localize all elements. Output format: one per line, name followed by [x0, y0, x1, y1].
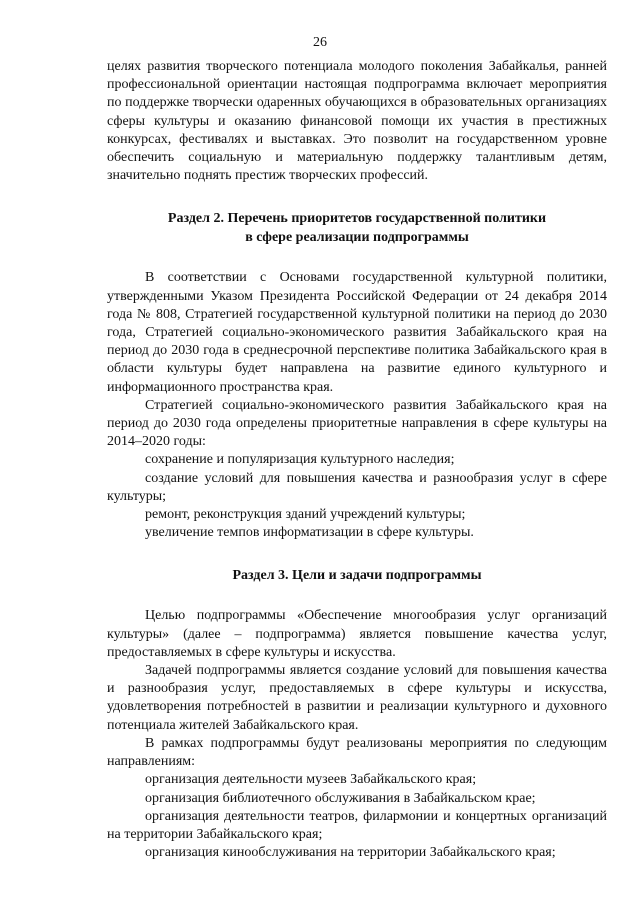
section-3-heading: Раздел 3. Цели и задачи подпрограммы [232, 568, 482, 584]
section-2-list-item: сохранение и популяризация культурного наследия; [145, 452, 455, 468]
document-body [107, 58, 607, 862]
section-2-paragraph: Стратегией социально-экономического развития Забайкальского края на период до 2030 года определены приоритетные направления в сфере культуры на 2014–2020 годы: [107, 397, 607, 450]
section-2-heading-line-1: Раздел 2. Перечень приоритетов государственной политики [167, 211, 547, 227]
section-3-paragraph: В рамках подпрограммы будут реализованы мероприятия по следующим направлениям: [107, 735, 607, 770]
section-2-heading [107, 209, 607, 247]
section-3-paragraph: Задачей подпрограммы является создание условий для повышения качества и разнообразия услуг, предоставляемых в сфере культуры и искусства, удовлетворения потребностей в развитии и реализации культурного и духовного потенциала жителей Забайкальского края. [107, 663, 607, 733]
section-3-list-item: организация библиотечного обслуживания в Забайкальском крае; [145, 790, 536, 806]
page-number: 26 [313, 35, 327, 50]
intro-paragraph: целях развития творческого потенциала молодого поколения Забайкалья, ранней профессиональной ориентации настоящая подпрограмма включает мероприятия по поддержке творчески одаренных обучающихся в образовательных организациях сферы культуры и оказанию финансовой помощи их участия в престижных конкурсах, фестивалях и выставках. Это позволит на государственном уровне обеспечить социальную и материальную поддержку талантливым детям, значительно поднять престиж творческих профессий. [107, 59, 607, 184]
section-2-paragraph: В соответствии с Основами государственной культурной политики, утвержденными Указом Президента Российской Федерации от 24 декабря 2014 года № 808, Стратегией государственной культурной политики на период до 2030 года, Стратегией социально-экономического развития Забайкальского края на период до 2030 года в среднесрочной перспективе политика Забайкальского края в области культуры будет направлена на развитие единого культурного и информационного пространства края. [107, 270, 607, 395]
section-2-heading-line-2: в сфере реализации подпрограммы [245, 230, 469, 246]
section-2-list-item: ремонт, реконструкция зданий учреждений культуры; [145, 507, 466, 523]
section-2-list-item: создание условий для повышения качества и разнообразия услуг в сфере культуры; [107, 470, 607, 504]
section-3-list-item: организация деятельности театров, филармонии и концертных организаций на территории Забайкальского края; [107, 808, 607, 842]
section-2-list-item: увеличение темпов информатизации в сфере культуры. [145, 525, 474, 541]
section-3-list-item: организация деятельности музеев Забайкальского края; [145, 772, 477, 788]
section-3-paragraph: Целью подпрограммы «Обеспечение многообразия услуг организаций культуры» (далее – подпрограмма) является повышение качества услуг, предоставляемых в сфере культуры и искусства. [107, 608, 607, 660]
section-3-list-item: организация кинообслуживания на территории Забайкальского края; [145, 845, 556, 861]
